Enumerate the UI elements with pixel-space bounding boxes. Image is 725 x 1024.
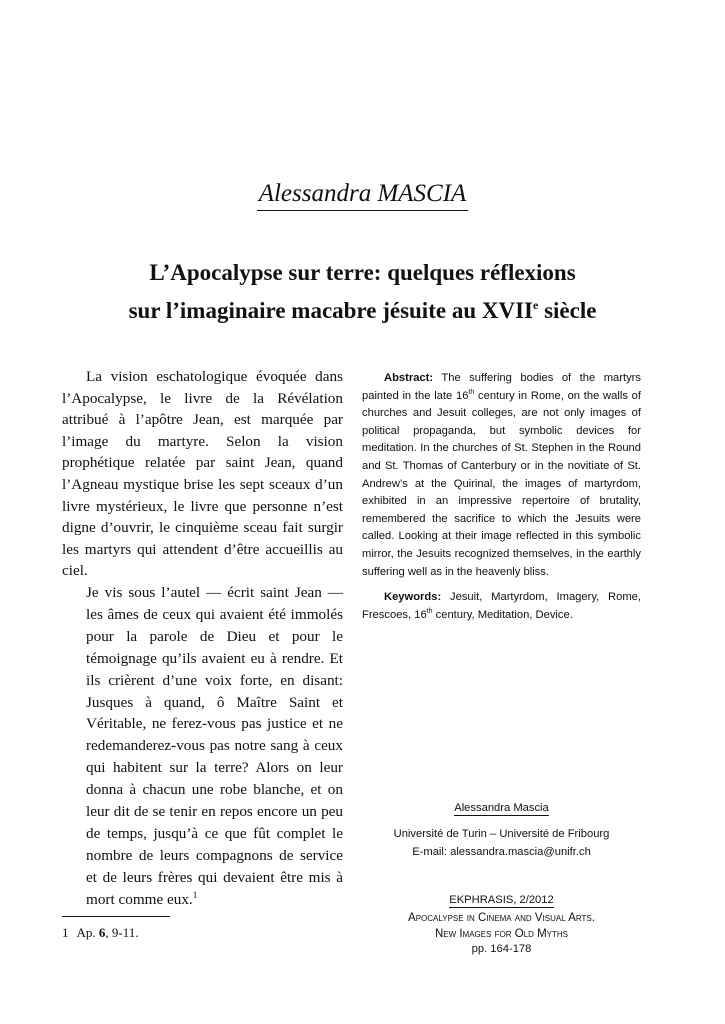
contact-affiliation: Université de Turin – Université de Fribourg xyxy=(393,828,610,840)
author-contact xyxy=(362,800,641,861)
block-quote xyxy=(86,582,343,911)
author-name: Alessandra MASCIA xyxy=(257,180,469,211)
footnote-number: 1 xyxy=(62,925,69,940)
abstract-sup: th xyxy=(468,388,475,396)
keywords xyxy=(362,589,641,624)
title-line-1: L’Apocalypse sur terre: quelques réflexions xyxy=(149,260,576,285)
title-line-2 xyxy=(0,292,725,330)
keywords-sup: th xyxy=(426,607,433,615)
footnote-suffix: , 9-11. xyxy=(105,925,139,940)
footnote xyxy=(62,925,343,941)
journal-issue-line-1: Apocalypse in Cinema and Visual Arts. xyxy=(408,912,595,924)
abstract-label: Abstract: xyxy=(384,372,434,384)
keywords-text-1: Jesuit, Martyrdom, Imagery, Rome, Frescoes, 16 xyxy=(362,591,641,621)
footnote-divider xyxy=(62,916,170,917)
abstract-column xyxy=(362,370,641,624)
journal-pages: pp. 164-178 xyxy=(471,943,532,955)
abstract-text-1: The suffering bodies of the martyrs painted in the late 16 xyxy=(362,372,641,402)
keywords-label: Keywords: xyxy=(384,591,442,604)
journal-info xyxy=(362,893,641,958)
intro-paragraph: La vision eschatologique évoquée dans l’Apocalypse, le livre de la Révélation attribué à l’apôtre Jean, est marquée par l’image du martyre. Selon la vision prophétique relatée par saint Jean, quand l’Agneau mystique brise les sept sceaux d’un livre mystérieux, le livre que personne n’est digne d’ouvrir, le cinquième sceau fait surgir les martyrs qui attendent d’être accueillis au ciel. xyxy=(62,368,343,580)
footnote-ref: 1 xyxy=(192,889,198,900)
keywords-text-2: century, Meditation, Device. xyxy=(432,608,573,621)
article-title xyxy=(0,254,725,330)
title-line-2-text: sur l’imaginaire macabre jésuite au XVII xyxy=(128,298,533,323)
journal-name: EKPHRASIS, 2/2012 xyxy=(449,894,554,906)
title-line-2-end: siècle xyxy=(538,298,597,323)
contact-email: E-mail: alessandra.mascia@unifr.ch xyxy=(412,845,591,858)
title-superscript: e xyxy=(532,298,539,312)
body-column xyxy=(62,366,343,582)
abstract xyxy=(362,370,641,581)
footnote-chapter: 6 xyxy=(98,925,106,940)
author-heading xyxy=(0,180,725,208)
journal-issue-line-2: New Images for Old Myths xyxy=(434,927,569,940)
abstract-text-2: century in Rome, on the walls of churches and Jesuit colleges, are not only images of political propaganda, but symbolic devices for meditation. In the churches of St. Stephen in the Round and St. Thomas of Canterbury or in the novitiate of St. Andrew’s at the Quirinal, the images of martyrdom, exhibited in an impressive repertoire of brutality, remembered the sacrifice to which the Jesuits were called. Looking at their image reflected in this symbolic mirror, the Jesuits recognized themselves, in the earthly suffering well as in the heavenly bliss. xyxy=(362,389,641,578)
footnote-prefix: Ap. xyxy=(76,925,99,940)
contact-name: Alessandra Mascia xyxy=(454,802,549,814)
quote-text: Je vis sous l’autel — écrit saint Jean — les âmes de ceux qui avaient été immolés pour la parole de Dieu et pour le témoignage qu’ils avaient eu à rendre. Et ils crièrent d’une voix forte, en disant: Jusques à quand, ô Maître Saint et Véritable, ne ferez-vous pas justice et ne redemanderez-vous pas notre sang à ceux qui habitent sur la terre? Alors on leur donna à chacun une robe blanche, et on leur dit de se tenir en repos encore un peu de temps, jusqu’à ce que fût complet le nombre de leurs compagnons de service et de leurs frères qui devaient être mis à mort comme eux. xyxy=(86,584,343,908)
